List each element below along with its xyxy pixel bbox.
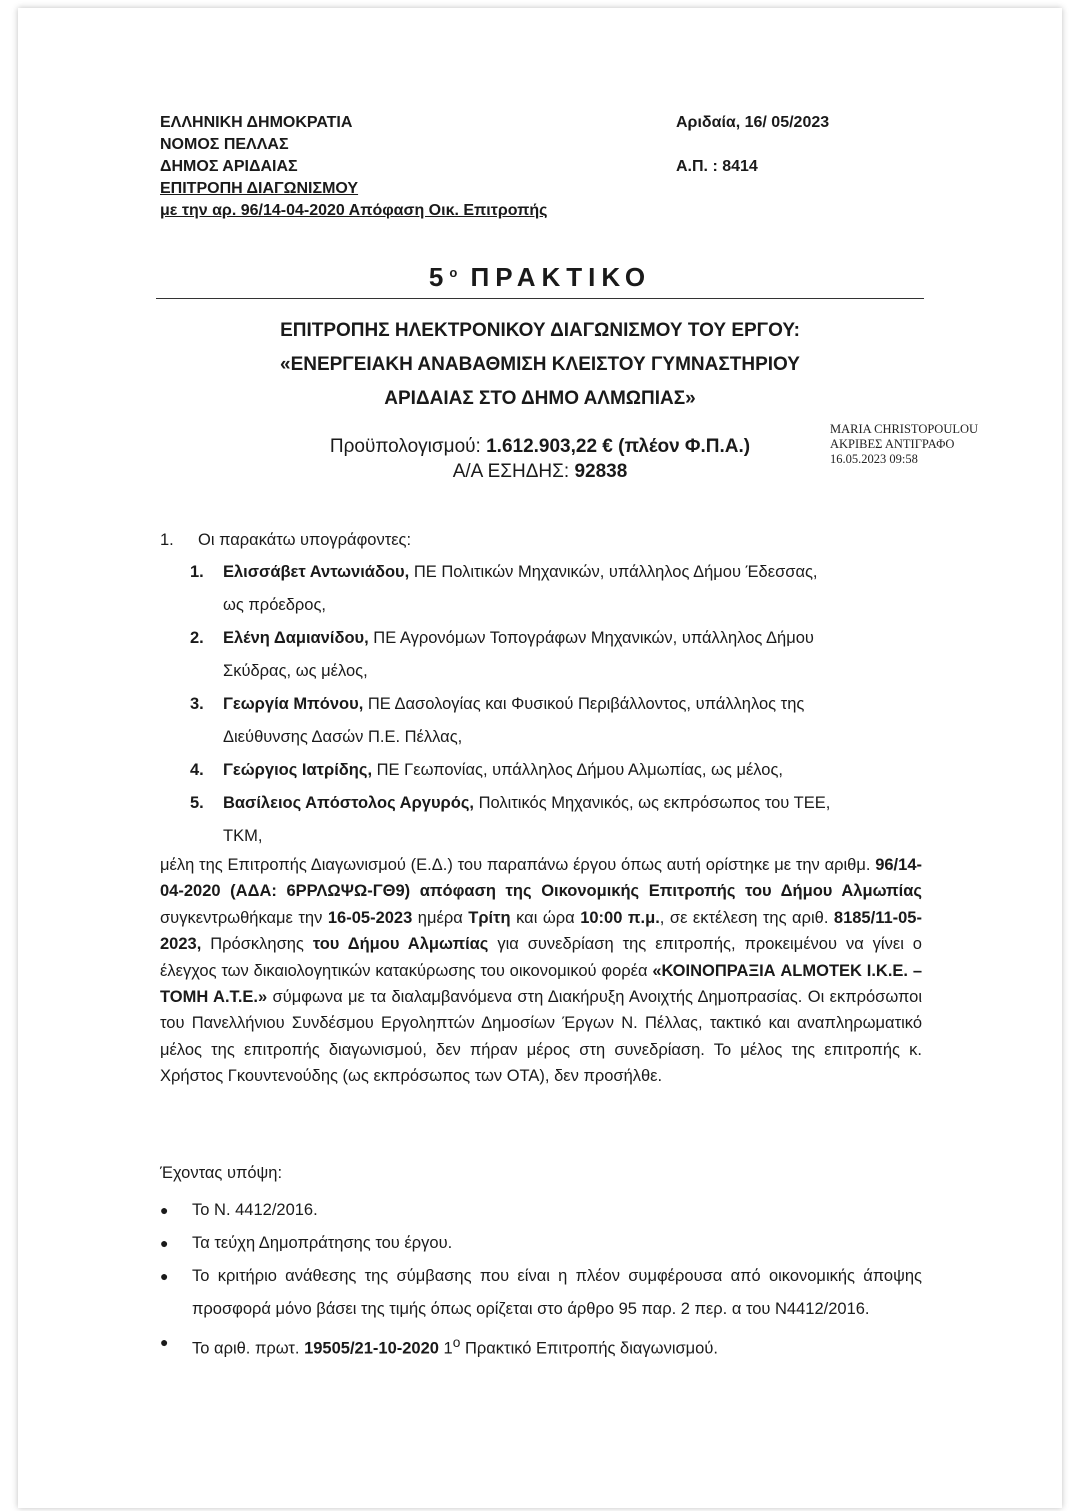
list-item [190, 622, 922, 688]
section-1-text: Οι παρακάτω υπογράφοντες: [198, 531, 412, 549]
member-name: Ελένη Δαμιανίδου, [223, 629, 369, 647]
protocol-number: Α.Π. : 8414 [676, 158, 758, 175]
title-word: ΠΡΑΚΤΙΚΟ [470, 262, 652, 292]
certified-copy-stamp [830, 422, 978, 467]
member-number: 1. [190, 563, 204, 581]
bullet-icon: ● [160, 1202, 169, 1218]
meeting-paragraph [160, 852, 922, 1090]
header-committee: ΕΠΙΤΡΟΠΗ ΔΙΑΓΩΝΙΣΜΟΥ [160, 180, 359, 197]
header-line-municipality: ΔΗΜΟΣ ΑΡΙΔΑΙΑΣ [160, 158, 298, 175]
member-role-cont: ΤΚΜ, [223, 827, 263, 845]
list-item [160, 1227, 922, 1260]
subtitle-line-2: «ΕΝΕΡΓΕΙΑΚΗ ΑΝΑΒΑΘΜΙΣΗ ΚΛΕΙΣΤΟΥ ΓΥΜΝΑΣΤΗΡΙΟΥ [280, 354, 800, 375]
title-divider [156, 298, 924, 299]
para-municipality: του Δήμου Αλμωπίας [312, 935, 489, 954]
title-number: 5 [428, 262, 450, 292]
member-name: Ελισσάβετ Αντωνιάδου, [223, 563, 410, 581]
budget-block [150, 434, 930, 484]
para-text: μέλη της Επιτροπής Διαγωνισμού (Ε.Δ.) του παραπάνω έργου όπως αυτή ορίστηκε με την αριθμ. [160, 856, 876, 874]
esidis-value: 92838 [574, 461, 628, 482]
bullet-icon: ● [160, 1235, 169, 1251]
committee-members-list [190, 556, 922, 853]
list-item [190, 754, 922, 787]
member-number: 4. [190, 761, 204, 779]
para-text: συγκεντρωθήκαμε την [160, 908, 328, 927]
para-meeting-day: Τρίτη [468, 908, 511, 927]
list-item [160, 1326, 922, 1366]
para-meeting-time: 10:00 π.μ. [580, 908, 660, 927]
para-meeting-date: 16-05-2023 [327, 908, 413, 927]
member-number: 3. [190, 695, 204, 713]
para-contractor: «ΚΟΙΝΟΠΡΑΞΙΑ ALMOTEK Ι.Κ.Ε. – ΤΟΜΗ Α.Τ.Ε.» [160, 961, 922, 1007]
list-item [190, 688, 922, 754]
bullet-icon: ● [160, 1334, 169, 1350]
date-protocol-block [676, 112, 829, 178]
bullet-text-part: Το αριθ. πρωτ. [192, 1339, 305, 1358]
header-decision: με την αρ. 96/14-04-2020 Απόφαση Οικ. Επιτροπής [160, 202, 548, 219]
bullet-text-part: Πρακτικό Επιτροπής διαγωνισμού. [460, 1339, 718, 1358]
header-line-prefecture: ΝΟΜΟΣ ΠΕΛΛΑΣ [160, 136, 289, 153]
member-name: Βασίλειος Απόστολος Αργυρός, [223, 794, 475, 812]
list-item [160, 1260, 922, 1326]
member-name: Γεωργία Μπόνου, [223, 695, 364, 713]
para-text: σύμφωνα με τα διαλαμβανόμενα στη Διακήρυξη Ανοιχτής Δημοπρασίας. Οι εκπρόσωποι του Πανελλήνιου Συνδέσμου Εργοληπτών Δημοσίων Έργων Ν. Πέλλας, τακτικό και αναπληρωματικό μέλος της επιτροπής διαγωνισμού, δεν πήραν μέρος στη συνεδρίαση. Το μέλος της επιτροπής κ. Χρήστος Γκουντενούδης (ως εκπρόσωπος των ΟΤΑ), δεν προσήλθε. [160, 988, 922, 1086]
member-role: Πολιτικός Μηχανικός, ως εκπρόσωπος του ΤΕΕ, [474, 794, 831, 812]
member-role-cont: Διεύθυνσης Δασών Π.Ε. Πέλλας, [223, 728, 463, 746]
para-text: για συνεδρίαση της επιτροπής, προκειμένου να γίνει ο έλεγχος των δικαιολογητικών κατακύρωσης του οικονομικού φορέα [160, 935, 922, 980]
subtitle-line-3: ΑΡΙΔΑΙΑΣ ΣΤΟ ΔΗΜΟ ΑΛΜΩΠΙΑΣ» [384, 388, 696, 409]
para-text: , σε εκτέλεση της αριθ. [659, 908, 834, 927]
document-date: Αριδαία, 16/ 05/2023 [676, 114, 830, 131]
section-1-intro [160, 524, 411, 557]
title-ordinal: ο [449, 265, 458, 280]
document-title [0, 262, 1080, 293]
issuer-header [160, 112, 547, 222]
list-item [190, 787, 922, 853]
bullet-ordinal: ο [452, 1335, 461, 1350]
para-text: ημέρα [412, 908, 469, 927]
stamp-text: ΑΚΡΙΒΕΣ ΑΝΤΙΓΡΑΦΟ [830, 437, 955, 451]
member-role: ΠΕ Δασολογίας και Φυσικού Περιβάλλοντος, υπάλληλος της [363, 695, 805, 713]
budget-value: 1.612.903,22 € (πλέον Φ.Π.Α.) [486, 436, 751, 457]
member-role: ΠΕ Αγρονόμων Τοπογράφων Μηχανικών, υπάλληλος Δήμου [368, 629, 814, 647]
list-item [160, 1194, 922, 1227]
stamp-name: MARIA CHRISTOPOULOU [830, 422, 979, 436]
document-subtitle [150, 314, 930, 416]
member-number: 5. [190, 794, 204, 812]
subtitle-line-1: ΕΠΙΤΡΟΠΗΣ ΗΛΕΚΤΡΟΝΙΚΟΥ ΔΙΑΓΩΝΙΣΜΟΥ ΤΟΥ ΕΡΓΟΥ: [280, 320, 800, 341]
considering-list [160, 1194, 922, 1366]
bullet-protocol-ref: 19505/21-10-2020 [304, 1339, 439, 1358]
bullet-icon: ● [160, 1268, 169, 1284]
member-role: ΠΕ Γεωπονίας, υπάλληλος Δήμου Αλμωπίας, ως μέλος, [372, 761, 784, 779]
header-line-republic: ΕΛΛΗΝΙΚΗ ΔΗΜΟΚΡΑΤΙΑ [160, 114, 353, 131]
member-role: ΠΕ Πολιτικών Μηχανικών, υπάλληλος Δήμου Έδεσσας, [409, 563, 818, 581]
bullet-text: Το κριτήριο ανάθεσης της σύμβασης που είναι η πλέον συμφέρουσα από οικονομικής άποψης προσφορά μόνο βάσει της τιμής όπως ορίζεται στο άρθρο 95 παρ. 2 περ. α του Ν4412/2016. [192, 1267, 922, 1318]
section-1-number: 1. [160, 531, 174, 549]
bullet-text-part: 1 [438, 1339, 453, 1358]
list-item [190, 556, 922, 622]
member-name: Γεώργιος Ιατρίδης, [223, 761, 373, 779]
considering-heading: Έχοντας υπόψη: [160, 1164, 283, 1182]
para-decision-ref: 96/14-04-2020 (ΑΔΑ: 6ΡΡΛΩΨΩ-ΓΘ9) απόφαση της Οικονομικής Επιτροπής του Δήμου Αλμωπίας [160, 856, 922, 901]
para-invitation-ref: 8185/11-05-2023, [160, 908, 922, 954]
esidis-label: Α/Α ΕΣΗΔΗΣ: [452, 461, 575, 482]
member-number: 2. [190, 629, 204, 647]
stamp-datetime: 16.05.2023 09:58 [830, 452, 918, 466]
para-text: Πρόσκλησης [201, 935, 313, 954]
member-role-cont: Σκύδρας, ως μέλος, [223, 662, 368, 680]
bullet-text: Το Ν. 4412/2016. [192, 1201, 318, 1219]
para-text: και ώρα [510, 908, 581, 927]
budget-label: Προϋπολογισμού: [329, 436, 487, 457]
bullet-text [192, 1326, 922, 1366]
bullet-text: Τα τεύχη Δημοπράτησης του έργου. [192, 1234, 453, 1252]
member-role-cont: ως πρόεδρος, [223, 596, 327, 614]
